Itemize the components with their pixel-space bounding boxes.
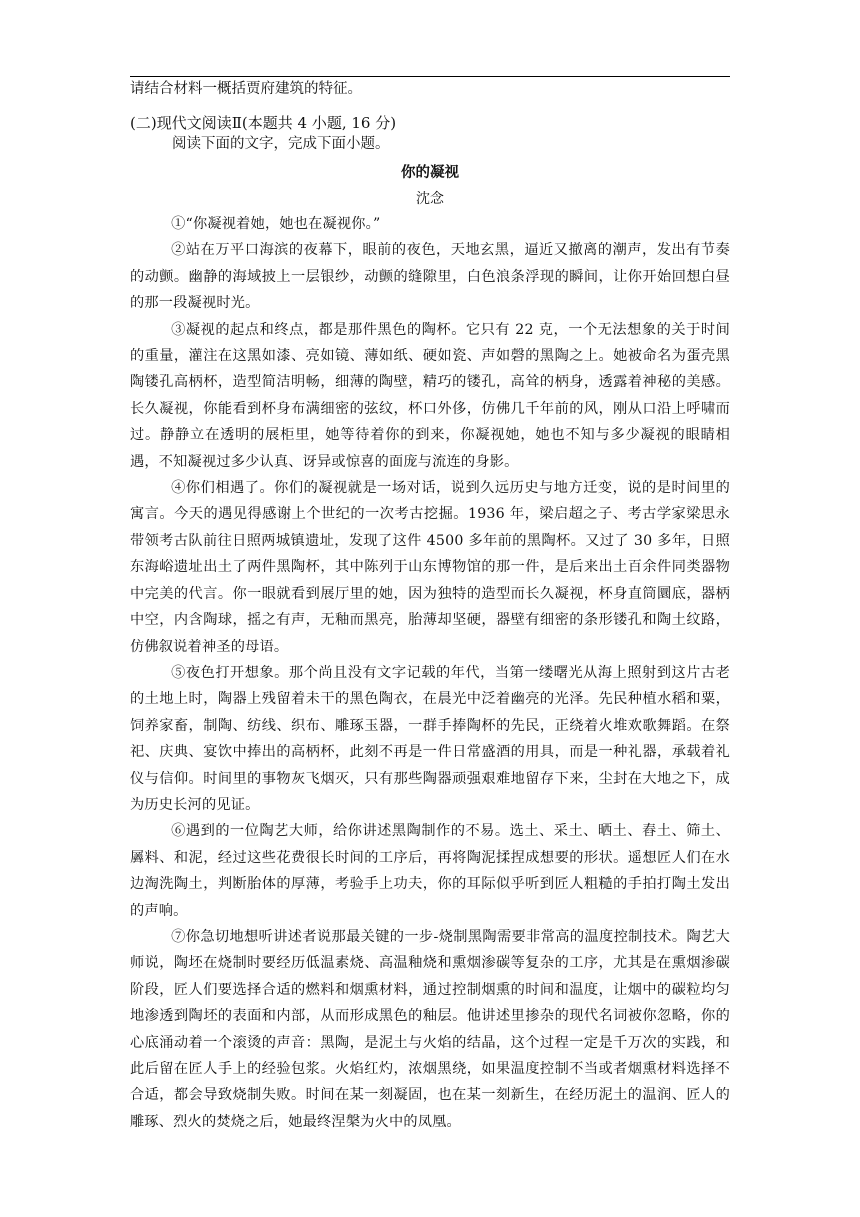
paragraph-4: ④你们相遇了。你们的凝视就是一场对话，说到久远历史与地方迁变，说的是时间里的寓言。今天的遇见得感谢上个世纪的一次考古挖掘。1936 年，梁启超之子、考古学家梁思永带领考古队前往日照两城镇遗址，发现了这件 4500 多年前的黑陶杯。又过了 30 多年，日照东海峪遗址出土了两件黑陶杯，其中陈列于山东博物馆的那一件，是后来出土百余件同类器物中完美的代言。你一眼就看到展厅里的她，因为独特的造型而长久凝视，杯身直筒圜底，器柄中空，内含陶球，摇之有声，无釉而黑亮，胎薄却坚硬，器壁有细密的条形镂孔和陶土纹路，仿佛叙说着神圣的母语。 <box>130 480 730 655</box>
paragraph-2: ②站在万平口海滨的夜幕下，眼前的夜色，天地玄黑，逼近又撤离的潮声，发出有节奏的动颤。幽静的海域披上一层银纱，动颤的缝隙里，白色浪条浮现的瞬间，让你开始回想白昼的那一段凝视时光。 <box>130 242 730 312</box>
article-body <box>130 211 730 1135</box>
paragraph-3: ③凝视的起点和终点，都是那件黑色的陶杯。它只有 22 克，一个无法想象的关于时间的重量，灌注在这黑如漆、亮如镜、薄如纸、硬如瓷、声如磬的黑陶之上。她被命名为蛋壳黑陶镂孔高柄杯，造型简洁明畅，细薄的陶壁，精巧的镂孔，高耸的柄身，透露着神秘的美感。长久凝视，你能看到杯身布满细密的弦纹，杯口外侈，仿佛几千年前的风，刚从口沿上呼啸而过。静静立在透明的展柜里，她等待着你的到来，你凝视她，她也不知与多少凝视的眼睛相遇，不知凝视过多少认真、讶异或惊喜的面庞与流连的身影。 <box>130 321 730 470</box>
previous-question-text: 请结合材料一概括贾府建筑的特征。 <box>130 81 362 97</box>
section-heading: (二)现代文阅读Ⅱ(本题共 4 小题, 16 分) <box>130 114 397 132</box>
top-divider <box>130 76 730 77</box>
article-author: 沈念 <box>416 191 444 207</box>
paragraph-6: ⑥遇到的一位陶艺大师，给你讲述黑陶制作的不易。选土、采土、晒土、舂土、筛土、羼料、和泥，经过这些花费很长时间的工序后，再将陶泥揉捏成想要的形状。遥想匠人们在水边淘洗陶土，判断胎体的厚薄，考验手上功夫，你的耳际似乎听到匠人粗糙的手拍打陶土发出的声响。 <box>130 823 730 919</box>
paragraph-1: ①“你凝视着她，她也在凝视你。” <box>171 216 381 232</box>
paragraph-5: ⑤夜色打开想象。那个尚且没有文字记载的年代，当第一缕曙光从海上照射到这片古老的土地上时，陶器上残留着未干的黑色陶衣，在晨光中泛着幽亮的光泽。先民种植水稻和粟，饲养家畜，制陶、纺线、织布、雕琢玉器，一群手捧陶杯的先民，正绕着火堆欢歌舞蹈。在祭祀、庆典、宴饮中捧出的高柄杯，此刻不再是一件日常盛酒的用具，而是一种礼器，承载着礼仪与信仰。时间里的事物灰飞烟灭，只有那些陶器顽强艰难地留存下来，尘封在大地之下，成为历史长河的见证。 <box>130 664 730 813</box>
reading-instruction: 阅读下面的文字，完成下面小题。 <box>172 136 390 152</box>
paragraph-7: ⑦你急切地想听讲述者说那最关键的一步-烧制黑陶需要非常高的温度控制技术。陶艺大师说，陶坯在烧制时要经历低温素烧、高温釉烧和熏烟渗碳等复杂的工序，尤其是在熏烟渗碳阶段，匠人们要选择合适的燃料和烟熏材料，通过控制烟熏的时间和温度，让烟中的碳粒均匀地渗透到陶坯的表面和内部，从而形成黑色的釉层。他讲述里掺杂的现代名词被你忽略，你的心底涌动着一个滚烫的声音：黑陶，是泥土与火焰的结晶，这个过程一定是千万次的实践，和此后留在匠人手上的经验包浆。火焰红灼，浓烟黑绕，如果温度控制不当或者烟熏材料选择不合适，都会导致烧制失败。时间在某一刻凝固，也在某一刻新生，在经历泥土的温润、匠人的雕琢、烈火的焚烧之后，她最终涅槃为火中的凤凰。 <box>130 928 730 1130</box>
article-title: 你的凝视 <box>401 164 459 181</box>
